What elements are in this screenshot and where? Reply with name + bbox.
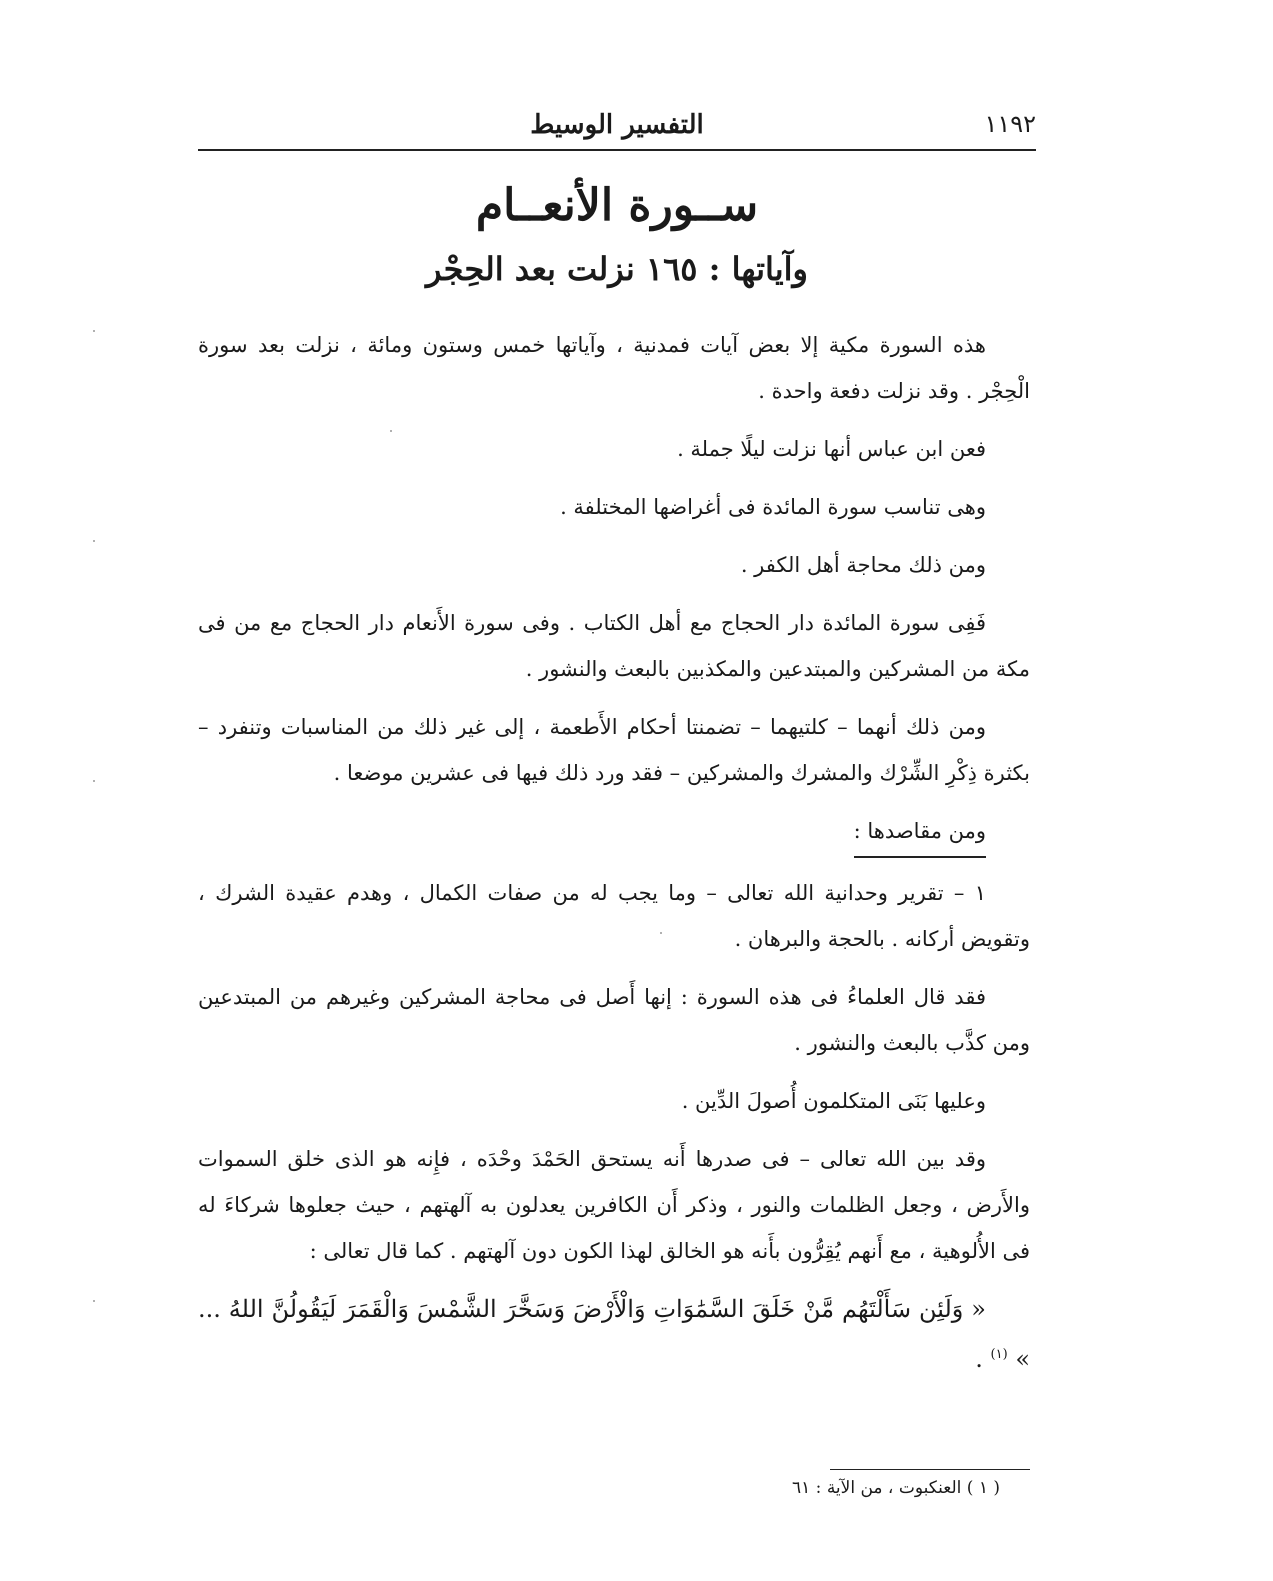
section-heading-line bbox=[198, 808, 1030, 858]
paragraph: هذه السورة مكية إلا بعض آيات فمدنية ، وآياتها خمس وستون ومائة ، نزلت بعد سورة الْحِجْر . وقد نزلت دفعة واحدة . bbox=[198, 333, 1030, 403]
paragraph: ومن ذلك محاجة أهل الكفر . bbox=[740, 553, 986, 577]
scan-speck bbox=[660, 932, 662, 934]
paragraph: وعليها بَنَى المتكلمون أُصولَ الدِّين . bbox=[681, 1089, 986, 1113]
scan-speck bbox=[390, 430, 392, 432]
scan-speck bbox=[93, 780, 95, 782]
paragraph: فَفِى سورة المائدة دار الحجاج مع أهل الكتاب . وفى سورة الأَنعام دار الحجاج مع من فى مكة من المشركين والمبتدعين والمكذبين بالبعث والنشور . bbox=[198, 611, 1030, 681]
paragraph: ومن ذلك أنهما – كلتيهما – تضمنتا أحكام الأَطعمة ، إلى غير ذلك من المناسبات وتنفرد – بكثرة ذِكْرِ الشِّرْك والمشرك والمشركين – فقد ورد ذلك فيها فى عشرين موضعا . bbox=[198, 715, 1030, 785]
scan-speck bbox=[93, 330, 95, 332]
verse-end: . bbox=[975, 1345, 983, 1373]
footnote-rule bbox=[830, 1469, 1030, 1470]
header-rule bbox=[198, 149, 1036, 151]
paragraph: وقد بين الله تعالى – فى صدرها أَنه يستحق الحَمْدَ وحْدَه ، فإِنه هو الذى خلق السموات والأَرض ، وجعل الظلمات والنور ، وذكر أَن الكافرين يعدلون به آلهتهم ، حيث جعلوها شركاءَ له فى الأُلوهية ، مع أَنهم يُقِرُّون بأَنه هو الخالق لهذا الكون دون آلهتهم . كما قال تعالى : bbox=[198, 1147, 1030, 1263]
surah-title: ســورة الأنعــام bbox=[475, 180, 759, 231]
body-text bbox=[198, 322, 1030, 1394]
footnote: ( ١ ) العنكبوت ، من الآية : ٦١ bbox=[792, 1478, 1000, 1498]
paragraph: فعن ابن عباس أنها نزلت ليلًا جملة . bbox=[677, 437, 986, 461]
scan-speck bbox=[93, 540, 95, 542]
surah-subtitle: وآياتها : ١٦٥ نزلت بعد الحِجْر bbox=[426, 250, 808, 288]
running-title: التفسير الوسيط bbox=[530, 110, 704, 140]
footnote-marker: (١) bbox=[990, 1347, 1008, 1362]
quran-verse: « وَلَئِن سَأَلْتَهُم مَّنْ خَلَقَ السَّمَٰوَاتِ وَالْأَرْضَ وَسَخَّرَ الشَّمْسَ وَالْقَمَرَ لَيَقُولُنَّ اللهُ ... » bbox=[198, 1295, 1030, 1373]
scan-speck bbox=[93, 1300, 95, 1302]
paragraph: وهى تناسب سورة المائدة فى أغراضها المختلفة . bbox=[560, 495, 986, 519]
paragraph: فقد قال العلماءُ فى هذه السورة : إنها أَصل فى محاجة المشركين وغيرهم من المبتدعين ومن كذَّب بالبعث والنشور . bbox=[198, 985, 1030, 1055]
paragraph: ١ – تقرير وحدانية الله تعالى – وما يجب له من صفات الكمال ، وهدم عقيدة الشرك ، وتقويض أركانه . بالحجة والبرهان . bbox=[198, 881, 1030, 951]
page-header bbox=[198, 110, 1036, 140]
section-heading: ومن مقاصدها : bbox=[854, 808, 986, 858]
page-number: ١١٩٢ bbox=[984, 110, 1036, 138]
quran-verse-line bbox=[198, 1286, 1030, 1382]
